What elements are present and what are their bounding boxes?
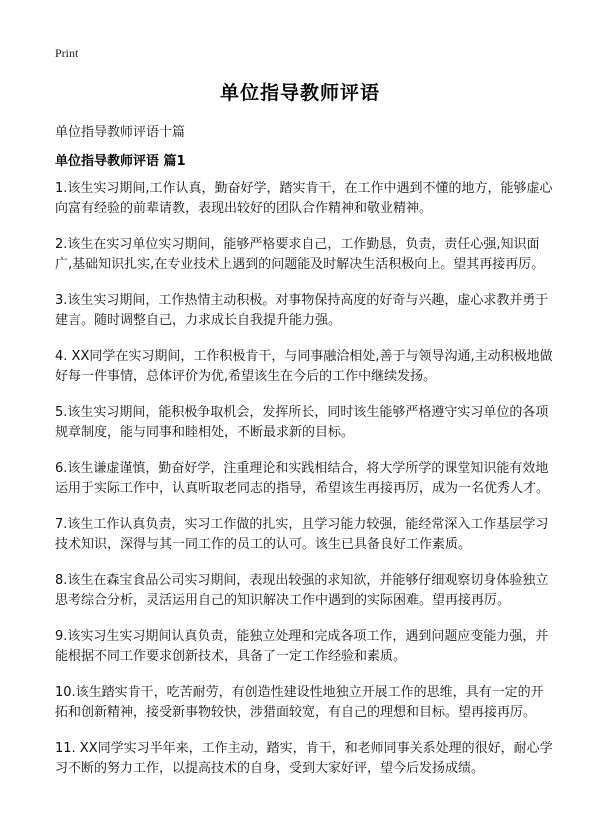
comment-paragraph: 5.该生实习期间，能积极争取机会，发挥所长，同时该生能够严格遵守实习单位的各项规章制度，能与同事和睦相处，不断最求新的目标。: [55, 405, 549, 440]
comment-paragraph: 7.该生工作认真负责，实习工作做的扎实，且学习能力较强，能经常深入工作基层学习技术知识，深得与其一同工作的员工的认可。该生已具备良好工作素质。: [55, 517, 549, 552]
comment-paragraph: 2.该生在实习单位实习期间，能够严格要求自己，工作勤恳，负责，责任心强,知识面广,基础知识扎实,在专业技术上遇到的问题能及时解决生活积极向上。望其再接再厉。: [55, 237, 545, 272]
comment-paragraph: 11. XX同学实习半年来，工作主动，踏实，肯干，和老师同事关系处理的很好，耐心学习不断的努力工作，以提高技术的自身，受到大家好评，望今后发扬成绩。: [55, 741, 553, 776]
comment-paragraph: 3.该生实习期间，工作热情主动积极。对事物保持高度的好奇与兴趣，虚心求教并勇于建言。随时调整自己，力求成长自我提升能力强。: [55, 293, 549, 328]
document-subtitle: 单位指导教师评语十篇: [55, 125, 186, 140]
comment-paragraph: 10.该生踏实肯干，吃苦耐劳，有创造性建设性地独立开展工作的思维，具有一定的开拓和创新精神，接受新事物较快，涉猎面较宽，有自己的理想和目标。望再接再厉。: [55, 685, 544, 720]
comment-paragraph: 4. XX同学在实习期间，工作积极肯干，与同事融洽相处,善于与领导沟通,主动积极地做好每一件事情，总体评价为优,希望该生在今后的工作中继续发扬。: [55, 349, 553, 384]
comment-paragraph: 1.该生实习期间,工作认真，勤奋好学，踏实肯干，在工作中遇到不懂的地方，能够虚心向富有经验的前辈请教，表现出较好的团队合作精神和敬业精神。: [55, 181, 553, 216]
print-label: Print: [55, 46, 79, 60]
comment-list: [55, 179, 555, 795]
comment-paragraph: 9.该实习生实习期间认真负责，能独立处理和完成各项工作，遇到问题应变能力强，并能根据不同工作要求创新技术，具备了一定工作经验和素质。: [55, 629, 549, 664]
comment-paragraph: 6.该生谦虚谨慎，勤奋好学，注重理论和实践相结合，将大学所学的课堂知识能有效地运用于实际工作中，认真听取老同志的指导，希望该生再接再厉，成为一名优秀人才。: [55, 461, 550, 496]
section-heading: 单位指导教师评语 篇1: [55, 154, 186, 169]
page-title: 单位指导教师评语: [219, 82, 380, 104]
comment-paragraph: 8.该生在森宝食品公司实习期间，表现出较强的求知欲，并能够仔细观察切身体验独立思考综合分析，灵活运用自己的知识解决工作中遇到的实际困难。望再接再厉。: [55, 573, 549, 608]
